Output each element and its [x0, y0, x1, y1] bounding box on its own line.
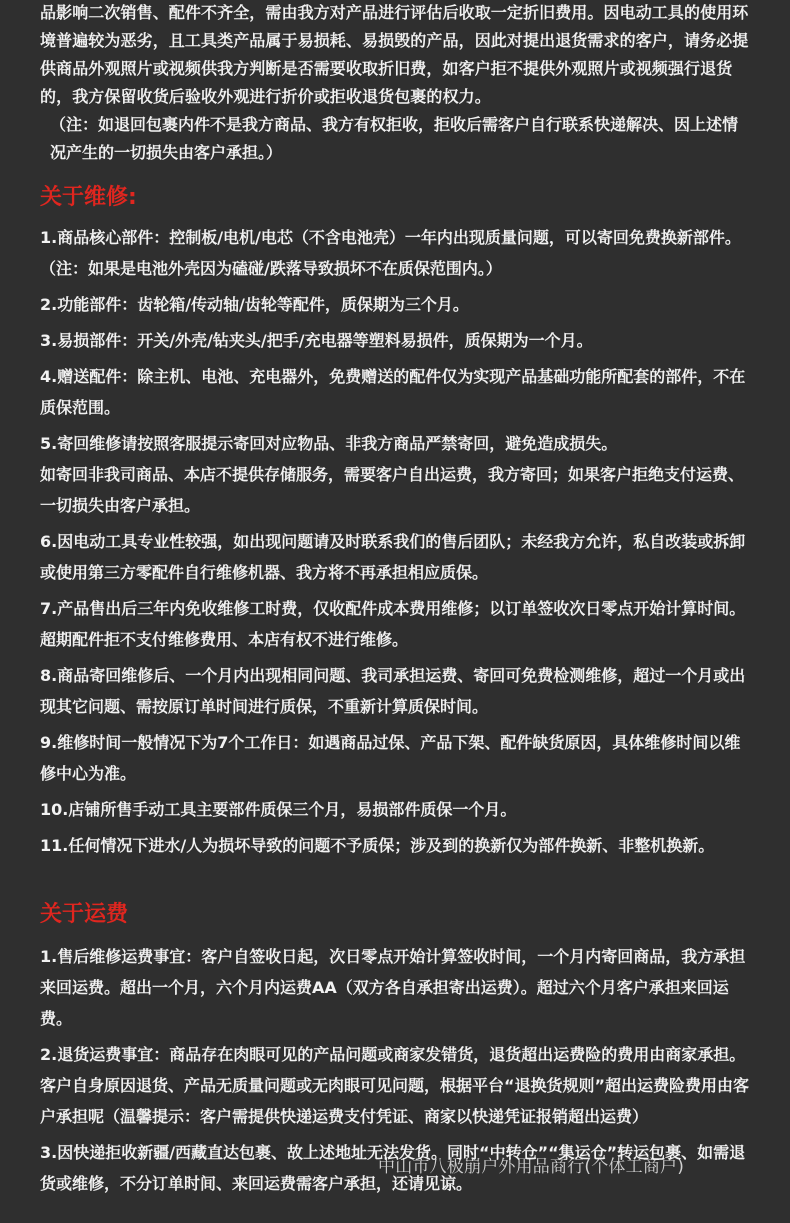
- intro-paragraph: 品影响二次销售、配件不齐全，需由我方对产品进行评估后收取一定折旧费用。因电动工具的使用环境普遍较为恶劣，且工具类产品属于易损耗、易损毁的产品，因此对提出退货需求的客户，请务必提供商品外观照片或视频供我方判断是否需要收取折旧费，如客户拒不提供外观照片或视频强行退货的，我方保留收货后验收外观进行折价或拒收退货包裹的权力。: [40, 3, 749, 106]
- repair-item: 5.寄回维修请按照客服提示寄回对应物品、非我方商品严禁寄回，避免造成损失。: [40, 434, 618, 453]
- repair-item: 10.店铺所售手动工具主要部件质保三个月，易损部件质保一个月。: [40, 800, 517, 819]
- repair-item: 11.任何情况下进水/人为损坏导致的问题不予质保；涉及到的换新仅为部件换新、非整机换新。: [40, 836, 715, 855]
- repair-item: 3.易损部件：开关/外壳/钻夹头/把手/充电器等塑料易损件，质保期为一个月。: [40, 331, 593, 350]
- shipping-item: 3.因快递拒收新疆/西藏直达包裹、故上述地址无法发货。同时“中转仓”“集运仓”转运包裹、如需退货或维修，不分订单时间、来回运费需客户承担，还请见谅。: [40, 1143, 746, 1193]
- shop-watermark: 中山市八极崩户外用品商行(个体工商户): [378, 1157, 685, 1177]
- repair-item: 9.维修时间一般情况下为7个工作日：如遇商品过保、产品下架、配件缺货原因，具体维修时间以维修中心为准。: [40, 733, 741, 783]
- repair-item: 如寄回非我司商品、本店不提供存储服务，需要客户自出运费，我方寄回；如果客户拒绝支付运费、一切损失由客户承担。: [40, 465, 745, 515]
- repair-item: 8.商品寄回维修后、一个月内出现相同问题、我司承担运费、寄回可免费检测维修，超过一个月或出现其它问题、需按原订单时间进行质保，不重新计算质保时间。: [40, 666, 746, 716]
- repair-item: 4.赠送配件：除主机、电池、充电器外，免费赠送的配件仅为实现产品基础功能所配套的部件，不在质保范围。: [40, 367, 746, 417]
- intro-note: （注：如退回包裹内件不是我方商品、我方有权拒收，拒收后需客户自行联系快递解决、因上述情况产生的一切损失由客户承担。）: [50, 115, 739, 162]
- repair-item: 6.因电动工具专业性较强，如出现问题请及时联系我们的售后团队；未经我方允许，私自改装或拆卸或使用第三方零配件自行维修机器、我方将不再承担相应质保。: [40, 532, 746, 582]
- shipping-heading: 关于运费: [40, 902, 129, 927]
- repair-list: [40, 222, 752, 861]
- repair-item: 7.产品售出后三年内免收维修工时费，仅收配件成本费用维修；以订单签收次日零点开始计算时间。超期配件拒不支付维修费用、本店有权不进行维修。: [40, 599, 746, 649]
- shipping-item: 1.售后维修运费事宜：客户自签收日起，次日零点开始计算签收时间，一个月内寄回商品，我方承担来回运费。超出一个月，六个月内运费AA（双方各自承担寄出运费）。超过六个月客户承担来回运费。: [40, 947, 746, 1028]
- repair-item: 2.功能部件：齿轮箱/传动轴/齿轮等配件，质保期为三个月。: [40, 295, 469, 314]
- repair-item: 1.商品核心部件：控制板/电机/电芯（不含电池壳）一年内出现质量问题，可以寄回免费换新部件。（注：如果是电池外壳因为磕碰/跌落导致损坏不在质保范围内。）: [40, 228, 741, 278]
- intro-section: [40, 0, 752, 167]
- shipping-item: 2.退货运费事宜：商品存在肉眼可见的产品问题或商家发错货，退货超出运费险的费用由商家承担。客户自身原因退货、产品无质量问题或无肉眼可见问题，根据平台“退换货规则”超出运费险费用由客户承担呢（温馨提示：客户需提供快递运费支付凭证、商家以快递凭证报销超出运费）: [40, 1045, 750, 1126]
- repair-heading: 关于维修:: [40, 185, 137, 210]
